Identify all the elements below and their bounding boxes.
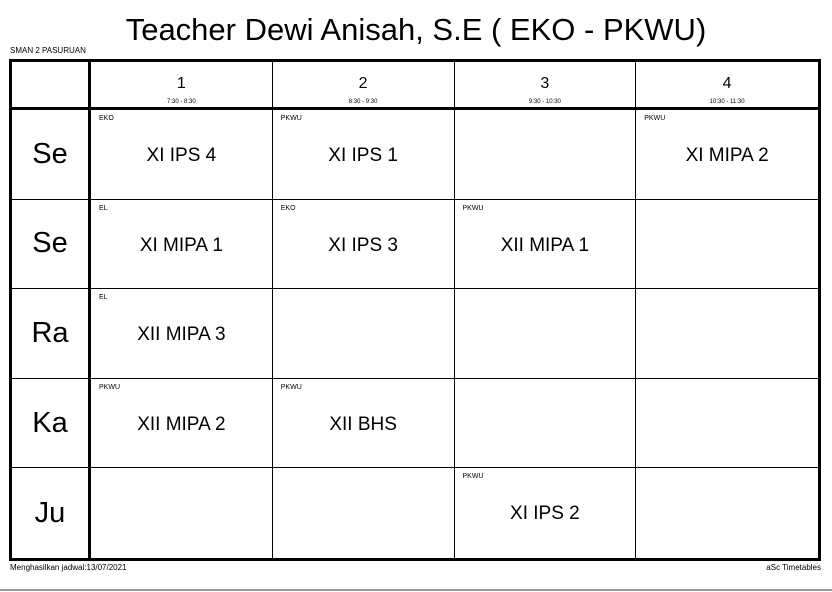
lesson-cell[interactable] (636, 379, 818, 469)
class-name: XII MIPA 2 (137, 413, 226, 435)
subject-code: PKWU (99, 383, 120, 391)
lesson-cell[interactable] (636, 110, 818, 200)
subject-code: PKWU (280, 115, 302, 122)
period-time: 10:30 - 11:30 (709, 99, 745, 105)
day-cell (12, 289, 91, 379)
period-time: 8:30 - 9:30 (348, 99, 378, 105)
generated-date: Menghasilkan jadwal:13/07/2021 (10, 563, 127, 572)
lesson-cell[interactable] (91, 200, 273, 290)
subject-code: EL (99, 204, 108, 212)
period-number: 2 (358, 75, 368, 92)
page-title: Teacher Dewi Anisah, S.E ( EKO - PKWU) (125, 12, 707, 47)
lesson-cell[interactable] (273, 110, 455, 200)
day-cell (12, 200, 91, 290)
lesson-cell[interactable] (91, 110, 273, 200)
lesson-cell[interactable] (91, 289, 273, 379)
subject-code: EKO (99, 115, 114, 122)
day-cell (12, 379, 91, 469)
day-label: Se (32, 137, 68, 170)
period-header (91, 62, 273, 110)
subject-code: PKWU (462, 204, 484, 212)
lesson-cell[interactable] (636, 200, 818, 290)
class-name: XI IPS 4 (146, 145, 217, 166)
period-time: 7:30 - 8:30 (167, 99, 196, 105)
class-name: XII MIPA 1 (500, 234, 590, 256)
lesson-cell[interactable] (455, 468, 637, 558)
class-name: XI MIPA 1 (139, 234, 223, 256)
lesson-cell[interactable] (91, 468, 273, 558)
day-label: Ka (32, 406, 68, 439)
software-brand: aSc Timetables (766, 563, 821, 572)
subject-code: EKO (280, 204, 296, 212)
subject-code: EL (99, 294, 108, 302)
lesson-cell[interactable] (273, 200, 455, 290)
class-name: XI IPS 3 (328, 234, 398, 256)
class-name: XI IPS 1 (328, 145, 398, 166)
period-number: 3 (540, 75, 550, 92)
period-header (273, 62, 455, 110)
bottom-divider (0, 589, 832, 591)
school-name: SMAN 2 PASURUAN (10, 46, 86, 55)
subject-code: PKWU (644, 115, 666, 122)
class-name: XII BHS (329, 413, 397, 435)
lesson-cell[interactable] (455, 200, 637, 290)
period-number: 1 (176, 75, 186, 92)
lesson-cell[interactable] (455, 289, 637, 379)
lesson-cell[interactable] (636, 289, 818, 379)
class-name: XI MIPA 2 (685, 145, 769, 166)
period-header (636, 62, 818, 110)
day-cell (12, 110, 91, 200)
lesson-cell[interactable] (273, 289, 455, 379)
lesson-cell[interactable] (273, 379, 455, 469)
lesson-cell[interactable] (273, 468, 455, 558)
day-label: Se (32, 227, 68, 260)
subject-code: PKWU (280, 383, 302, 391)
lesson-cell[interactable] (455, 110, 637, 200)
lesson-cell[interactable] (636, 468, 818, 558)
subject-code: PKWU (462, 473, 484, 481)
corner-cell (12, 62, 91, 110)
day-label: Ra (31, 316, 69, 349)
period-header (455, 62, 637, 110)
day-cell (12, 468, 91, 558)
day-label: Ju (34, 496, 66, 529)
lesson-cell[interactable] (91, 379, 273, 469)
period-time: 9:30 - 10:30 (528, 99, 561, 105)
class-name: XI IPS 2 (510, 503, 580, 525)
period-number: 4 (722, 75, 732, 92)
timetable-grid (9, 59, 821, 561)
class-name: XII MIPA 3 (137, 324, 226, 346)
lesson-cell[interactable] (455, 379, 637, 469)
